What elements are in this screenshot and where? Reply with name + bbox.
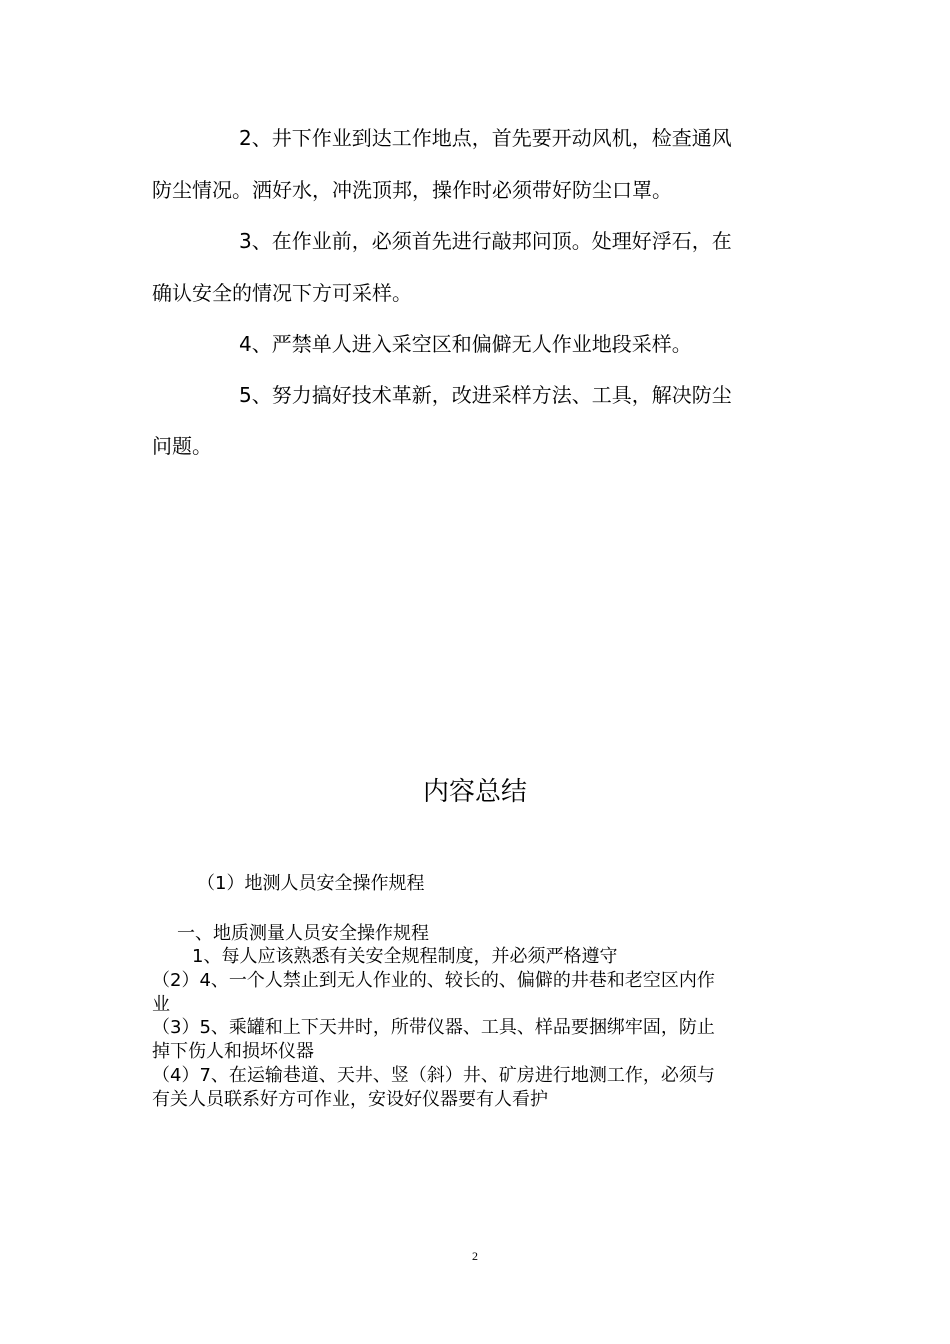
- summary-item-3-line-1: （3）5、乘罐和上下天井时，所带仪器、工具、样品要捆绑牢固，防止: [152, 1017, 715, 1038]
- summary-item-4-line-1: （4）7、在运输巷道、天井、竖（斜）井、矿房进行地测工作，必须与: [152, 1065, 715, 1086]
- page-number: 2: [472, 1249, 478, 1263]
- paragraph-5-line-1: 5、努力搞好技术革新，改进采样方法、工具，解决防尘: [239, 383, 732, 407]
- summary-item-3-line-2: 掉下伤人和损坏仪器: [152, 1041, 314, 1062]
- paragraph-5-line-2: 问题。: [152, 434, 212, 458]
- summary-heading: 一、地质测量人员安全操作规程: [177, 923, 429, 944]
- summary-title: 内容总结: [422, 777, 527, 807]
- paragraph-2-line-1: 2、井下作业到达工作地点，首先要开动风机，检查通风: [239, 126, 732, 150]
- summary-item-2-line-2: 业: [152, 994, 170, 1015]
- paragraph-3-line-2: 确认安全的情况下方可采样。: [152, 281, 412, 305]
- summary-item-4-line-2: 有关人员联系好方可作业，安设好仪器要有人看护: [152, 1089, 548, 1110]
- paragraph-3-line-1: 3、在作业前，必须首先进行敲邦问顶。处理好浮石，在: [239, 229, 732, 253]
- summary-item-1: （1）地测人员安全操作规程: [197, 873, 425, 894]
- summary-rule-1: 1、每人应该熟悉有关安全规程制度，并必须严格遵守: [192, 946, 618, 967]
- paragraph-2-line-2: 防尘情况。洒好水，冲洗顶邦，操作时必须带好防尘口罩。: [152, 178, 672, 202]
- paragraph-4-line-1: 4、严禁单人进入采空区和偏僻无人作业地段采样。: [239, 332, 692, 356]
- summary-item-2-line-1: （2）4、一个人禁止到无人作业的、较长的、偏僻的井巷和老空区内作: [152, 970, 715, 991]
